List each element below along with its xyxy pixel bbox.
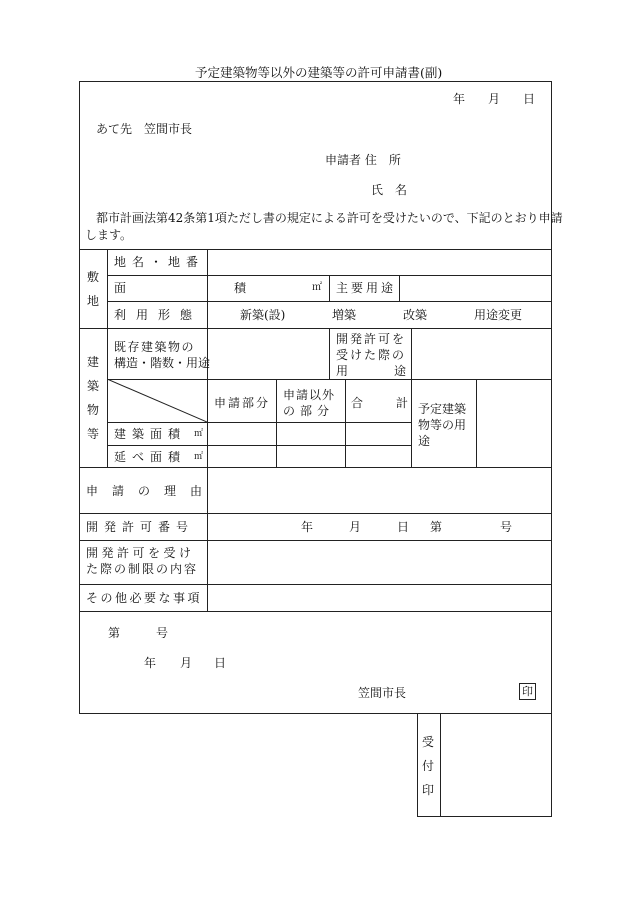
usage-option-rebuild: 改築 — [403, 308, 428, 322]
col-total-b: 計 — [396, 396, 409, 410]
planned-use-3: 途 — [418, 434, 431, 448]
col-other-1: 申請以外 — [283, 388, 336, 402]
planned-use-1: 予定建築 — [418, 402, 467, 416]
col-apply: 申請部分 — [214, 396, 271, 410]
site-group-label: 敷地 — [86, 270, 99, 308]
receipt-label: 受付印 — [421, 735, 434, 797]
restriction-label-1: 開発許可を受け — [86, 546, 195, 560]
permit-day: 日 — [214, 656, 227, 670]
usage-option-change: 用途変更 — [474, 308, 523, 322]
statement-line-2: します。 — [85, 228, 133, 242]
dev-permit-use-3b: 途 — [394, 364, 407, 378]
permit-mayor: 笠間市長 — [358, 686, 407, 700]
receipt-stamp-box — [417, 713, 552, 817]
building-area-label: 建築面積 — [114, 427, 187, 441]
dev-number-year: 年 — [301, 520, 314, 534]
document-title: 予定建築物等以外の建築等の許可申請書(副) — [195, 65, 443, 80]
col-other-2: の部分 — [283, 404, 335, 418]
permit-year: 年 — [144, 656, 157, 670]
statement-line-1: 都市計画法第42条第1項ただし書の規定による許可を受けたいので、下記のとおり申請 — [96, 211, 563, 225]
addressee: あて先 笠間市長 — [96, 122, 193, 136]
applicant-name-label: 氏 名 — [371, 183, 408, 197]
planned-use-2: 物等の用 — [418, 418, 467, 432]
date-year: 年 — [453, 92, 466, 106]
seal-mark: 印 — [519, 683, 536, 700]
floor-area-unit: ㎡ — [194, 452, 204, 462]
usage-option-new: 新築(設) — [240, 308, 286, 322]
permit-month: 月 — [180, 656, 193, 670]
dev-permit-use-3a: 用 — [336, 364, 349, 378]
other-label: その他必要な事項 — [86, 591, 203, 605]
dev-permit-use-1: 開発許可を — [336, 332, 407, 346]
floor-area-label: 延べ面積 — [114, 450, 187, 464]
existing-building-label-1: 既存建築物の — [114, 340, 196, 354]
dev-number-go: 号 — [500, 520, 513, 534]
main-use-label: 主要用途 — [336, 281, 397, 295]
permit-go: 号 — [156, 626, 169, 640]
building-area-unit: ㎡ — [194, 429, 204, 439]
reason-label: 申請の理由 — [86, 484, 217, 498]
site-area-unit: ㎡ — [312, 282, 322, 293]
date-day: 日 — [523, 92, 536, 106]
existing-building-label-2: 構造・階数・用途 — [114, 356, 211, 370]
site-address-label: 地名・地番 — [114, 255, 205, 269]
diagonal-divider — [107, 379, 207, 422]
permit-dai: 第 — [108, 626, 121, 640]
dev-number-month: 月 — [349, 520, 362, 534]
building-group-label: 建築物等 — [86, 355, 99, 441]
site-area-label: 面 積 — [114, 281, 295, 295]
restriction-label-2: た際の制限の内容 — [86, 562, 199, 576]
applicant-address-label: 申請者 住 所 — [325, 153, 401, 167]
date-month: 月 — [488, 92, 501, 106]
col-total-a: 合 — [351, 396, 364, 410]
dev-number-label: 開発許可番号 — [86, 520, 195, 534]
dev-permit-use-2: 受けた際の — [336, 348, 407, 362]
usage-label: 利用形態 — [114, 308, 203, 322]
dev-number-day: 日 — [397, 520, 410, 534]
dev-number-no: 第 — [430, 520, 443, 534]
usage-option-extension: 増築 — [332, 308, 357, 322]
